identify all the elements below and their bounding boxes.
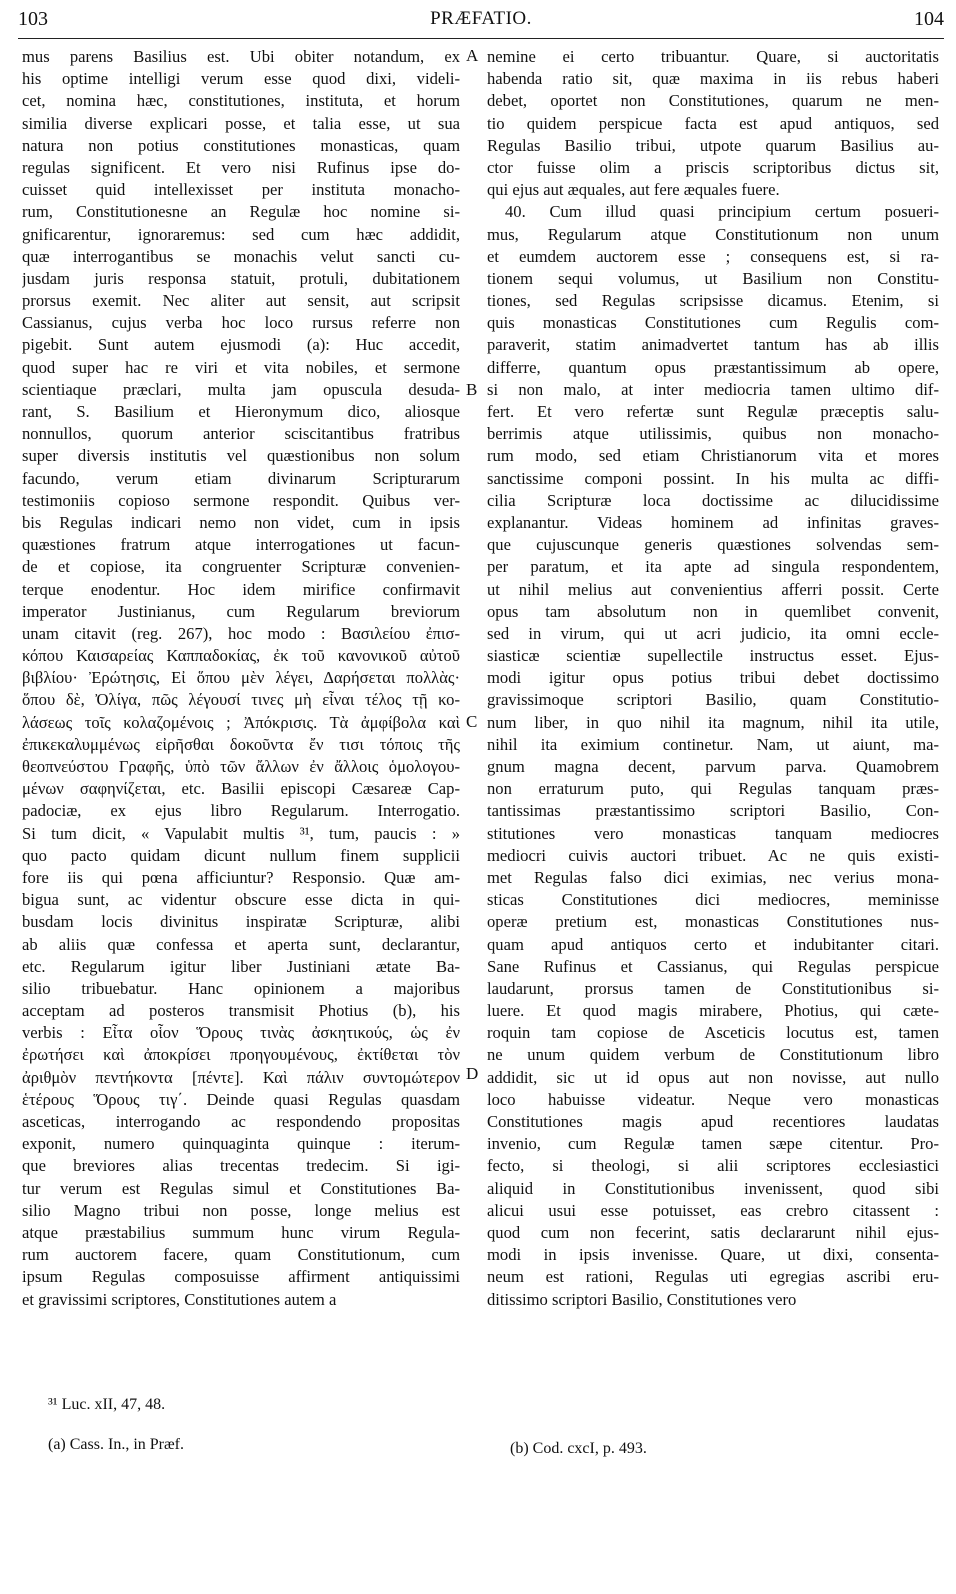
text-line: ἀριθμὸν πεντήκοντα [πέντε]. Καὶ πάλιν συντομώτερον	[22, 1067, 460, 1087]
text-line: Constitutiones magis apud recentiores laudatas	[487, 1112, 939, 1131]
text-line: pigebit. Sunt autem ejusmodi (a): Huc accedit,	[22, 335, 460, 355]
text-line: Cassianus, cujus verba hoc loco rursus referre non	[22, 313, 460, 333]
margin-marker-d: D	[466, 1064, 479, 1083]
text-line: gnum magna decent, parvum parva. Quamobrem	[487, 757, 939, 776]
text-line: κόπου Καισαρείας Καππαδοκίας, ἐκ τοῦ κανονικοῦ αὐτοῦ	[22, 646, 460, 666]
text-line: que cujuscunque generis quæstiones solvendas sem-	[487, 535, 939, 555]
text-line: ἐπικεκαλυμμένως εἰρῆσθαι δοκοῦντα ἔν τισι τόποις τῆς	[22, 734, 460, 754]
text-line: rum auctorem facere, quam Constitutionum, cum	[22, 1245, 460, 1265]
text-line: ἑτέρους Ὅρους τιγ΄. Deinde quasi Regulas quasdam	[22, 1089, 460, 1109]
text-line: habenda ratio sit, quæ maxima in iis rebus haberi	[487, 69, 939, 89]
text-line: explanantur. Videas hominem ad infinitas graves-	[487, 512, 939, 532]
left-column	[22, 46, 460, 1311]
header-rule	[18, 38, 944, 39]
text-line: mus, Regularum atque Constitutionum non unum	[487, 224, 939, 244]
text-line: num liber, in quo nihil ita magnum, nihil ita utile,	[487, 712, 939, 732]
text-line: de et copiose, ita congruenter Scripturæ convenien-	[22, 557, 460, 577]
text-line: Regulas Basilio tribui, utpote quarum Basilius au-	[487, 135, 939, 155]
right-page-number: 104	[914, 8, 944, 30]
text-line: et eumdem auctorem esse ; consequens est, si ra-	[487, 246, 939, 266]
text-line: loco habuisse videatur. Neque vero monasticas	[487, 1089, 939, 1109]
text-line: cuisset quid intellexisset per instituta monacho-	[22, 180, 460, 200]
text-line: nihil ita eximium continetur. Nam, ut aiunt, ma-	[487, 734, 939, 754]
text-line: gravissimoque scriptori Basilio, quam Constitutio-	[487, 690, 939, 710]
text-line: luere. Et quod magis mirabere, Photius, qui cæte-	[487, 1001, 939, 1021]
text-line: addidit, sic ut id opus aut non novisse, aut nullo	[487, 1067, 939, 1087]
text-line: ἐρωτήσει καὶ ἀποκρίσει προηγουμένους, ἐκτίθεται τὸν	[22, 1045, 460, 1065]
text-line: quod super hac re viri et vita nobiles, et sermone	[22, 357, 460, 377]
text-line: θεοπνεύστου Γραφῆς, ὑπὸ τῶν ἄλλων ἐν ἄλλοις ὁμολογου-	[22, 757, 460, 776]
running-title: PRÆFATIO.	[430, 8, 532, 29]
text-line: ne unum quidem verbum de Constitutionum libro	[487, 1045, 939, 1065]
text-line: padociæ, ex ejus libro Regularum. Interrogatio.	[22, 801, 460, 821]
text-line: atque præstabilius summum hunc virum Regula-	[22, 1222, 460, 1242]
text-line: regulas significent. Et vero nisi Rufinus ipse do-	[22, 157, 460, 177]
text-line: neum est rationi, Regulas uti egregias ascribi eru-	[487, 1267, 939, 1287]
text-line: operæ pretium est, monasticas Constitutiones nus-	[487, 912, 939, 932]
text-line: quæstiones fratrum atque interrogationes ut facun-	[22, 535, 460, 555]
text-line: super diversis institutis vel quæstionibus non solum	[22, 446, 460, 466]
text-line: tantissimas præstantissimo scriptori Basilio, Con-	[487, 801, 939, 821]
text-line: que breviores alias trecentas tredecim. Si igi-	[22, 1156, 460, 1176]
text-line: opus tam absolutum non in quemlibet convenit,	[487, 601, 939, 621]
text-line: ditissimo scriptori Basilio, Constitutiones vero	[487, 1289, 797, 1309]
text-line: terque enodentur. Hoc idem mirifice confirmavit	[22, 579, 460, 599]
text-line: unam citavit (reg. 267), hoc modo : Βασιλείου ἐπισ-	[22, 623, 460, 643]
text-line: quæ interrogantibus se monachis velut sancti cu-	[22, 246, 460, 266]
text-line: non erraturum puto, qui Regulas tanquam præs-	[487, 779, 939, 799]
margin-marker-b: B	[466, 380, 478, 399]
text-line: ctor fuisse olim a priscis scriptoribus dictus sit,	[487, 157, 939, 177]
text-line: alicui usui esse potuisset, eas crebro citassent :	[487, 1200, 939, 1220]
text-line: Si tum dicit, « Vapulabit multis ³¹, tum, paucis : »	[22, 823, 460, 843]
text-line: fert. Et vero refertæ sunt Regulæ præceptis salu-	[487, 402, 939, 421]
text-line: laudarunt, prorsus tamen de Constitutionibus si-	[487, 978, 939, 998]
text-line: mediocri cuivis auctori tribuet. Ac ne quis existi-	[487, 845, 939, 865]
text-line: et gravissimi scriptores, Constitutiones autem a	[22, 1289, 337, 1309]
text-line: invenio, cum Regulæ tamen sæpe citentur. Pro-	[487, 1134, 939, 1154]
text-line: scientiaque præclari, multa jam opuscula desuda-	[22, 379, 460, 399]
text-line: mus parens Basilius est. Ubi obiter notandum, ex	[22, 47, 460, 66]
text-line: cilia Scripturæ loca doctissime ac dilucidissime	[487, 490, 939, 510]
text-line: tionem sequi volumus, ut Basilium non Constitu-	[487, 268, 939, 288]
text-line: Sane Rufinus et Cassianus, qui Regulas perspicue	[487, 956, 939, 976]
text-line: exponit, numero quinquaginta quinque : iterum-	[22, 1134, 460, 1154]
footnote-luke: ³¹ Luc. xII, 47, 48.	[48, 1396, 166, 1413]
text-line: gnificarentur, ignoraremus: sed cum hæc addidit,	[22, 224, 460, 244]
margin-marker-c: C	[466, 712, 478, 731]
text-line: rant, S. Basilium et Hieronymum dico, aliosque	[22, 402, 460, 421]
text-line: met Regulas falso dici eximias, nec verius mona-	[487, 867, 939, 887]
text-line: berrimis atque utilissimis, quibus non monacho-	[487, 424, 939, 444]
text-line: jusdam juris responsa statuit, protuli, dubitationem	[22, 268, 460, 288]
text-line: asceticas, interrogando ac respondendo propositas	[22, 1112, 460, 1131]
text-line: bis Regulas indicari nemo non videt, cum in ipsis	[22, 512, 460, 532]
text-line: natura non potius constitutiones monasticas, quam	[22, 135, 460, 155]
text-line: paraverit, statim animadvertet tantum has ab illis	[487, 335, 939, 355]
text-line: sed in virum, qui ut acri judicio, ita omni eccle-	[487, 623, 939, 643]
text-line: his optime intelligi verum esse quod dixi, videli-	[22, 69, 460, 89]
text-line: acceptam ad posteros transmisit Photius (b), his	[22, 1001, 460, 1021]
footnote-a: (a) Cass. In., in Præf.	[48, 1436, 184, 1453]
margin-marker-a: A	[466, 46, 479, 65]
text-line: aliquid in Constitutionibus invenissent, quod sibi	[487, 1178, 939, 1198]
text-line: prorsus exemit. Nec aliter aut sensit, aut scripsit	[22, 291, 460, 311]
text-line: debet, oportet non Constitutiones, quarum ne men-	[487, 91, 939, 111]
text-line: rum, Constitutionesne an Regulæ hoc nomine si-	[22, 202, 460, 222]
text-line: siasticæ scientiæ supellectile instructus esset. Ejus-	[487, 646, 939, 666]
text-line: si non malo, at inter mediocria tamen ultimo dif-	[487, 379, 939, 399]
text-line: etc. Regularum igitur liber Justiniani ætate Ba-	[22, 956, 460, 976]
page-header	[18, 8, 944, 38]
text-line: tur verum est Regulas simul et Constitutiones Ba-	[22, 1178, 460, 1198]
text-line: ὅπου δὲ, Ὀλίγα, πῶς λέγουσί τινες μὴ εἶναι τέλος τῇ κο-	[22, 690, 460, 710]
text-line: nemine ei certo tribuantur. Quare, si auctoritatis	[487, 47, 939, 66]
text-line: differre, quantum opus præstantissimum ab opere,	[487, 357, 939, 377]
text-line: silio Magno tribui non posse, longe melius est	[22, 1200, 460, 1220]
text-line: similia diverse explicari posse, et talia esse, ut sua	[22, 113, 460, 133]
text-line: μένων σαφηνίζεται, etc. Basilii episcopi Cæsareæ Cap-	[22, 779, 460, 799]
text-line: roquin tam copiose de Asceticis locutus est, tamen	[487, 1023, 939, 1043]
text-line: nonnullos, quorum anterior sciscitantibus fratribus	[22, 424, 460, 444]
text-line: quod cum non fecerint, satis declararunt nihil ejus-	[487, 1222, 939, 1242]
text-line: fecto, si theologi, si alii scriptores ecclesiastici	[487, 1156, 939, 1176]
text-line: modi igitur opus potius tribui debet doctissimo	[487, 668, 939, 688]
right-column	[487, 46, 939, 1311]
text-line: busdam locis divinitus inspiratæ Scripturæ, alibi	[22, 912, 460, 932]
text-line: imperator Justinianus, cum Regularum breviorum	[22, 601, 460, 621]
text-line: fore iis qui pœna afficiuntur? Responsio. Quæ am-	[22, 867, 460, 887]
text-line: tiones, sed Regulas scripsisse dicamus. Etenim, si	[487, 291, 939, 311]
text-line: silio tribuebatur. Hanc opinionem a majoribus	[22, 978, 460, 998]
text-line: qui ejus aut æquales, aut fere æquales fuere.	[487, 180, 780, 200]
text-line: per paratum, et ita apte ad singula respondentem,	[487, 557, 939, 577]
text-line: λάσεως τοῖς κολαζομένοις ; Ἀπόκρισις. Τὰ ἀμφίβολα καὶ	[22, 712, 460, 732]
text-line: ipsum Regulas composuisse affirment antiquissimi	[22, 1267, 460, 1287]
text-line: tio quidem perspicue facta est apud antiquos, sed	[487, 113, 939, 133]
text-line: ab aliis quæ confessa et aperta sunt, declarantur,	[22, 934, 460, 954]
text-line: rum modo, sed etiam Christianorum vita et mores	[487, 446, 939, 466]
text-line: βιβλίου· Ἐρώτησις, Εἰ ὅπου μὲν λέγει, Δαρήσεται πολλὰς·	[22, 668, 460, 688]
text-line: quam apud antiquos certo et indubitanter citari.	[487, 934, 939, 954]
text-line: stitutiones vero monasticas tanquam mediocres	[487, 823, 939, 843]
text-line: sanctissime componi possint. In his multa ac diffi-	[487, 468, 939, 488]
text-line: sticas Constitutiones dici mediocres, meminisse	[487, 890, 939, 910]
text-line: verbis : Εἶτα οἷον Ὅρους τινὰς ἀσκητικούς, ὡς ἐν	[22, 1023, 460, 1043]
text-line: modi in ipsis invenisse. Quare, ut dixi, consenta-	[487, 1245, 939, 1265]
text-line: quo pacto quidam dicunt nullum finem supplicii	[22, 845, 460, 865]
text-line: ut nihil melius aut convenientius afferri possit. Certe	[487, 579, 939, 599]
text-line: 40. Cum illud quasi principium certum posueri-	[505, 202, 939, 222]
text-line: testimoniis copioso sermone respondit. Quibus ver-	[22, 490, 460, 510]
left-page-number: 103	[18, 8, 48, 30]
text-line: quis monasticas Constitutiones cum Regulis com-	[487, 313, 939, 333]
text-line: bigua sunt, ac videntur obscure esse dicta in qui-	[22, 890, 460, 910]
text-line: cet, nomina hæc, constitutiones, instituta, et horum	[22, 91, 460, 111]
text-line: facundo, verum etiam divinarum Scripturarum	[22, 468, 460, 488]
footnote-b: (b) Cod. cxcI, p. 493.	[510, 1440, 647, 1457]
